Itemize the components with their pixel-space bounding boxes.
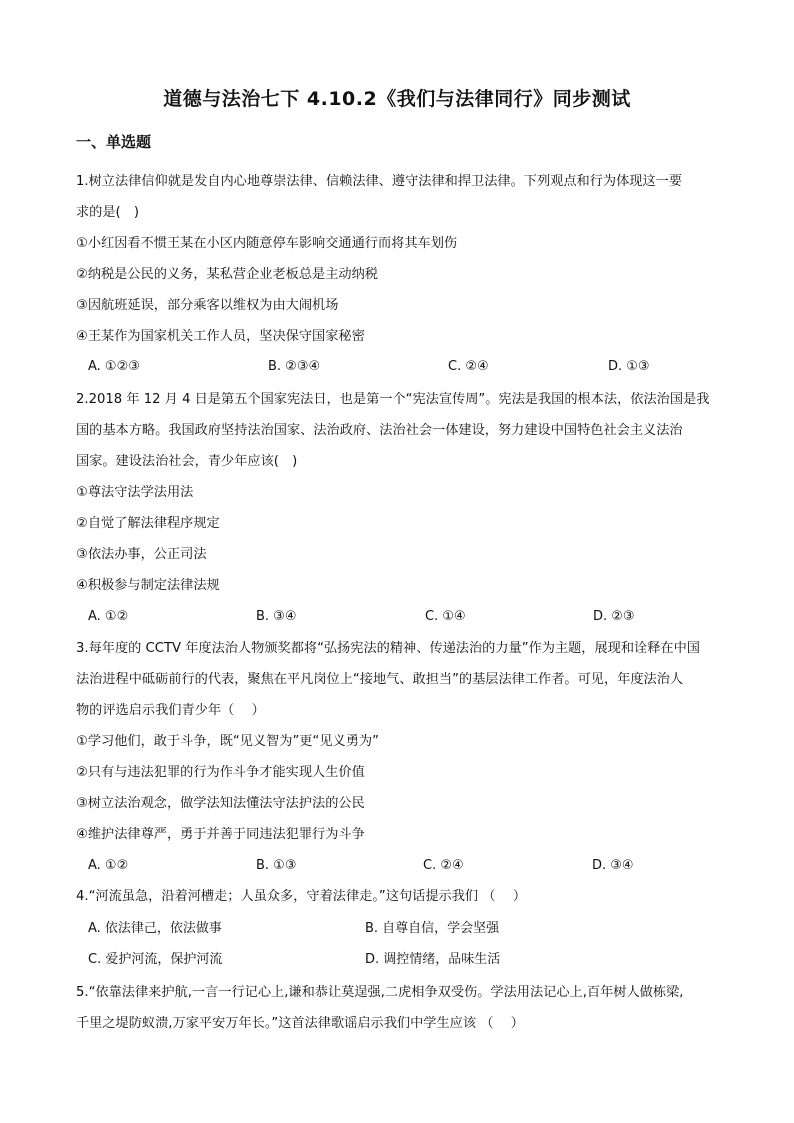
q2-stem-line-1: 2.2018 年 12 月 4 日是第五个国家宪法日，也是第一个“宪法宣传周”。宪法是我国的根本法，依法治国是我 (76, 392, 710, 407)
q1-option-c: C. ②④ (448, 359, 489, 374)
q3-option-a: A. ①② (88, 858, 129, 873)
q4-option-d: D. 调控情绪，品味生活 (365, 952, 501, 967)
q1-stem-line-1: 1.树立法律信仰就是发自内心地尊崇法律、信赖法律、遵守法律和捍卫法律。下列观点和行为体现这一要 (76, 174, 683, 189)
q3-stem-line-1: 3.每年度的 CCTV 年度法治人物颁奖都将“弘扬宪法的精神、传递法治的力量”作为主题，展现和诠释在中国 (76, 641, 700, 656)
q3-item-4: ④维护法律尊严，勇于并善于同违法犯罪行为斗争 (76, 827, 365, 842)
q4-option-b: B. 自尊自信，学会坚强 (365, 921, 500, 936)
q2-option-c: C. ①④ (425, 609, 466, 624)
q2-item-4: ④积极参与制定法律法规 (76, 578, 220, 593)
q1-option-b: B. ②③④ (268, 359, 321, 374)
q3-stem-line-2: 法治进程中砥砺前行的代表，聚焦在平凡岗位上“接地气、敢担当”的基层法律工作者。可见，年度法治人 (76, 672, 684, 687)
q4-stem-line-1: 4.“河流虽急，沿着河槽走；人虽众多，守着法律走。”这句话提示我们 （ ） (76, 889, 527, 904)
q2-item-3: ③依法办事，公正司法 (76, 547, 207, 562)
q3-option-b: B. ①③ (256, 858, 297, 873)
q3-stem-line-3: 物的评选启示我们青少年（ ） (76, 703, 265, 718)
document-title: 道德与法治七下 4.10.2《我们与法律同行》同步测试 (163, 88, 631, 110)
q2-stem-line-3: 国家。建设法治社会，青少年应该( ) (76, 454, 298, 469)
q1-stem-line-2: 求的是( ) (76, 205, 140, 220)
q1-item-4: ④王某作为国家机关工作人员，坚决保守国家秘密 (76, 329, 365, 344)
section-heading: 一、单选题 (76, 133, 152, 151)
q3-item-1: ①学习他们，敢于斗争，既“见义智为”更“见义勇为” (76, 734, 379, 749)
q1-item-1: ①小红因看不惯王某在小区内随意停车影响交通通行而将其车划伤 (76, 236, 458, 251)
q1-option-d: D. ①③ (608, 359, 650, 374)
q3-item-2: ②只有与违法犯罪的行为作斗争才能实现人生价值 (76, 765, 365, 780)
q1-option-a: A. ①②③ (88, 359, 140, 374)
q2-option-b: B. ③④ (256, 609, 297, 624)
q1-item-2: ②纳税是公民的义务，某私营企业老板总是主动纳税 (76, 267, 378, 282)
q4-option-c: C. 爱护河流，保护河流 (88, 952, 223, 967)
q3-option-c: C. ②④ (423, 858, 464, 873)
q2-item-1: ①尊法守法学法用法 (76, 485, 194, 500)
q2-stem-line-2: 国的基本方略。我国政府坚持法治国家、法治政府、法治社会一体建设，努力建设中国特色社会主义法治 (76, 423, 683, 438)
q2-item-2: ②自觉了解法律程序规定 (76, 516, 220, 531)
q4-option-a: A. 依法律己，依法做事 (88, 921, 222, 936)
q2-option-d: D. ②③ (593, 609, 635, 624)
q5-stem-line-1: 5.“依靠法律来护航,一言一行记心上,谦和恭让莫逞强,二虎相争双受伤。学法用法记心上,百年树人做栋梁, (76, 985, 684, 1000)
q5-stem-line-2: 千里之堤防蚁溃,万家平安万年长。”这首法律歌谣启示我们中学生应该 （ ） (76, 1016, 524, 1031)
q1-item-3: ③因航班延误，部分乘客以维权为由大闹机场 (76, 298, 339, 313)
q2-option-a: A. ①② (88, 609, 129, 624)
q3-option-d: D. ③④ (592, 858, 634, 873)
q3-item-3: ③树立法治观念，做学法知法懂法守法护法的公民 (76, 796, 365, 811)
